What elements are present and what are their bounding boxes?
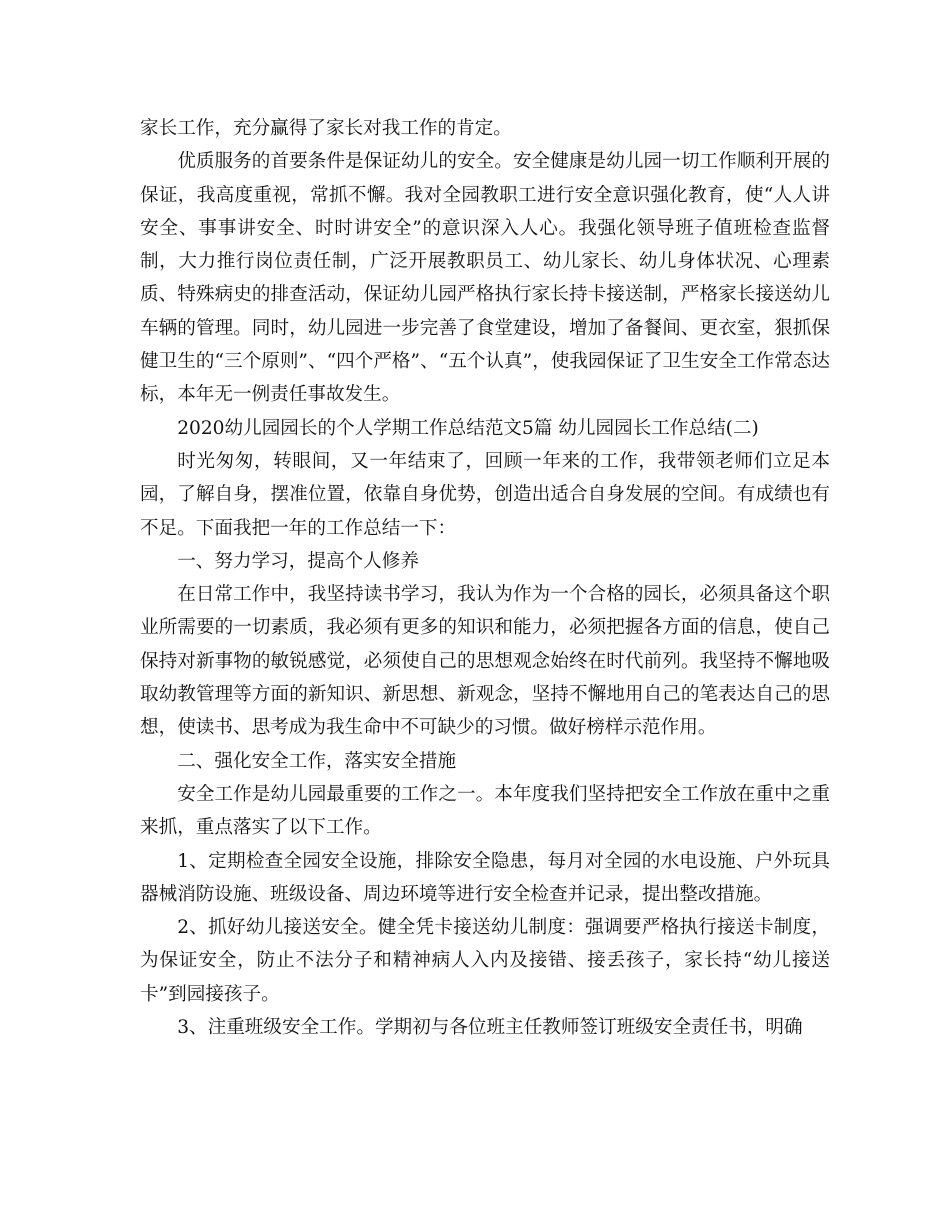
- document-body: [140, 112, 830, 1044]
- paragraph-safety-priority: 优质服务的首要条件是保证幼儿的安全。安全健康是幼儿园一切工作顺利开展的保证，我高度重视，常抓不懈。我对全园教职工进行安全意识强化教育，使“人人讲安全、事事讲安全、时时讲安全”的意识深入人心。我强化领导班子值班检查监督制，大力推行岗位责任制，广泛开展教职员工、幼儿家长、幼儿身体状况、心理素质、特殊病史的排查活动，保证幼儿园严格执行家长持卡接送制，严格家长接送幼儿车辆的管理。同时，幼儿园进一步完善了食堂建设，增加了备餐间、更衣室，狠抓保健卫生的“三个原则”、“四个严格”、“五个认真”，使我园保证了卫生安全工作常态达标，本年无一例责任事故发生。: [140, 151, 830, 406]
- list-item-inspection: 1、定期检查全园安全设施，排除安全隐患，每月对全园的水电设施、户外玩具器械消防设施、班级设备、周边环境等进行安全检查并记录，提出整改措施。: [140, 850, 830, 905]
- section-title-summary-two: 2020幼儿园园长的个人学期工作总结范文5篇 幼儿园园长工作总结(二): [177, 417, 759, 439]
- heading-safety: 二、强化安全工作，落实安全措施: [177, 750, 457, 772]
- list-item-pickup: 2、抓好幼儿接送安全。健全凭卡接送幼儿制度：强调要严格执行接送卡制度，为保证安全，防止不法分子和精神病人入内及接错、接丢孩子，家长持“幼儿接送卡”到园接孩子。: [140, 917, 830, 1005]
- heading-study: 一、努力学习，提高个人修养: [177, 550, 419, 572]
- paragraph-study: 在日常工作中，我坚持读书学习，我认为作为一个合格的园长，必须具备这个职业所需要的一切素质，我必须有更多的知识和能力，必须把握各方面的信息，使自己保持对新事物的敏锐感觉，必须使自己的思想观念始终在时代前列。我坚持不懈地吸取幼教管理等方面的新知识、新思想、新观念，坚持不懈地用自己的笔表达自己的思想，使读书、思考成为我生命中不可缺少的习惯。做好榜样示范作用。: [140, 584, 830, 739]
- paragraph-safety-intro: 安全工作是幼儿园最重要的工作之一。本年度我们坚持把安全工作放在重中之重来抓，重点落实了以下工作。: [140, 783, 830, 839]
- paragraph-continuation: 家长工作，充分赢得了家长对我工作的肯定。: [140, 118, 512, 139]
- list-item-class-safety: 3、注重班级安全工作。学期初与各位班主任教师签订班级安全责任书，明确: [177, 1017, 803, 1039]
- paragraph-intro: 时光匆匆，转眼间，又一年结束了，回顾一年来的工作，我带领老师们立足本园，了解自身，摆准位置，依靠自身优势，创造出适合自身发展的空间。有成绩也有不足。下面我把一年的工作总结一下：: [140, 450, 830, 539]
